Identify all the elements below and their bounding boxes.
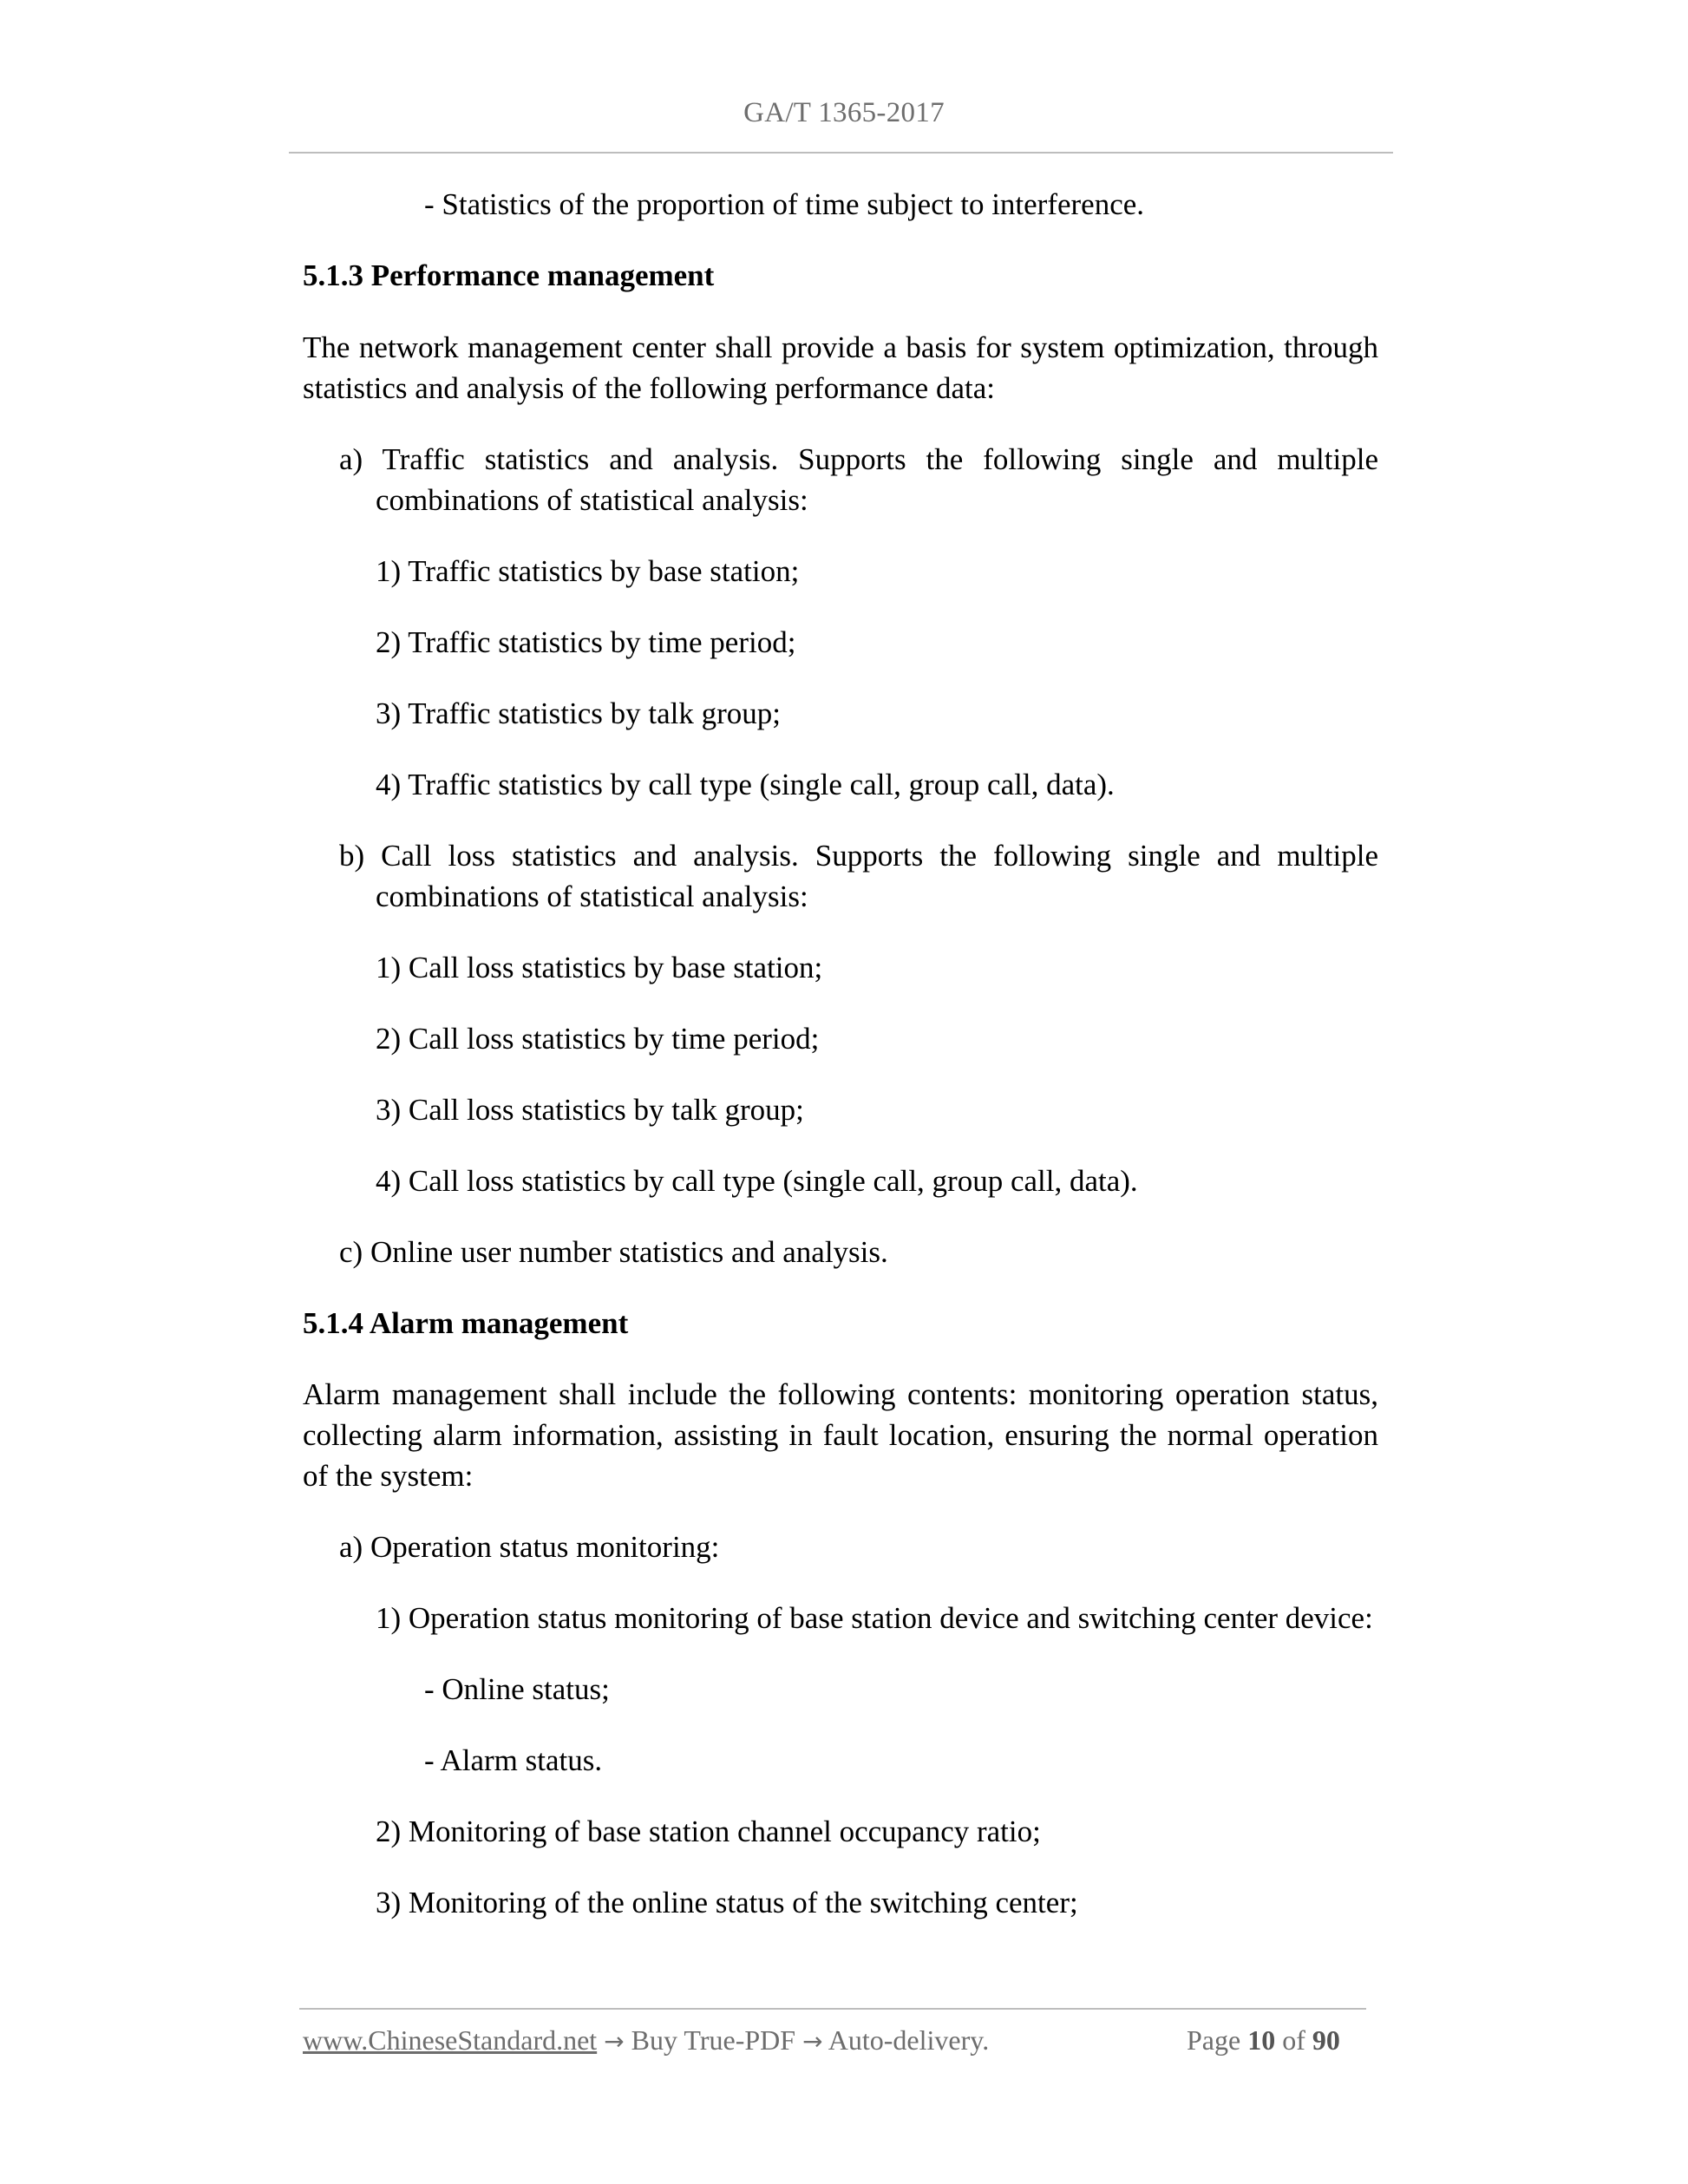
website-link[interactable]: www.ChineseStandard.net bbox=[303, 2024, 598, 2056]
list-item-b-2: 2) Call loss statistics by time period; bbox=[376, 1022, 820, 1056]
list-item-b-1: 1) Call loss statistics by base station; bbox=[376, 951, 823, 984]
alarm-item-a: a) Operation status monitoring: bbox=[339, 1530, 720, 1564]
list-item-b-4: 4) Call loss statistics by call type (single call, group call, data). bbox=[376, 1164, 1138, 1198]
list-item-c: c) Online user number statistics and analysis. bbox=[339, 1235, 888, 1269]
page-label: Page bbox=[1187, 2024, 1241, 2056]
buy-true-pdf-text: Buy True-PDF bbox=[631, 2024, 796, 2056]
list-item-b-line2: combinations of statistical analysis: bbox=[376, 879, 808, 913]
performance-intro-paragraph: The network management center shall provide a basis for system optimization, through statistics and analysis of the following performance data: bbox=[303, 330, 1378, 405]
interference-bullet: - Statistics of the proportion of time subject to interference. bbox=[424, 187, 1145, 221]
auto-delivery-text: Auto-delivery. bbox=[828, 2024, 990, 2056]
list-item-a-line2: combinations of statistical analysis: bbox=[376, 483, 808, 517]
section-heading-5-1-4: 5.1.4 Alarm management bbox=[303, 1306, 629, 1340]
arrow-right-icon: → bbox=[604, 2027, 625, 2056]
list-item-a-1: 1) Traffic statistics by base station; bbox=[376, 554, 800, 588]
alarm-online-status: - Online status; bbox=[424, 1672, 610, 1706]
of-label: of bbox=[1282, 2024, 1305, 2056]
alarm-item-a-2: 2) Monitoring of base station channel occupancy ratio; bbox=[376, 1815, 1041, 1848]
alarm-intro-paragraph: Alarm management shall include the following contents: monitoring operation status, collecting alarm information, assisting in fault location, ensuring the normal operation of the system: bbox=[303, 1377, 1378, 1493]
section-heading-5-1-3: 5.1.3 Performance management bbox=[303, 258, 715, 292]
arrow-right-icon: → bbox=[802, 2027, 823, 2056]
alarm-item-a-3: 3) Monitoring of the online status of the switching center; bbox=[376, 1886, 1078, 1919]
list-item-a-line1: a) Traffic statistics and analysis. Supports the following single and multiple bbox=[339, 442, 1378, 476]
page-current: 10 bbox=[1247, 2024, 1276, 2056]
list-item-b-line1: b) Call loss statistics and analysis. Supports the following single and multiple bbox=[339, 839, 1378, 873]
list-item-a-3: 3) Traffic statistics by talk group; bbox=[376, 696, 781, 730]
list-item-a-4: 4) Traffic statistics by call type (single call, group call, data). bbox=[376, 768, 1115, 801]
footer-divider bbox=[299, 2008, 1366, 2010]
header-divider bbox=[289, 152, 1393, 154]
alarm-item-a-1: 1) Operation status monitoring of base station device and switching center device: bbox=[376, 1601, 1373, 1635]
document-code-header: GA/T 1365-2017 bbox=[743, 97, 945, 128]
page-total: 90 bbox=[1312, 2024, 1340, 2056]
list-item-b-3: 3) Call loss statistics by talk group; bbox=[376, 1093, 804, 1127]
page-number bbox=[1187, 2024, 1340, 2056]
list-item-a-2: 2) Traffic statistics by time period; bbox=[376, 625, 796, 659]
footer-promo bbox=[303, 2024, 989, 2056]
alarm-alarm-status: - Alarm status. bbox=[424, 1743, 603, 1777]
